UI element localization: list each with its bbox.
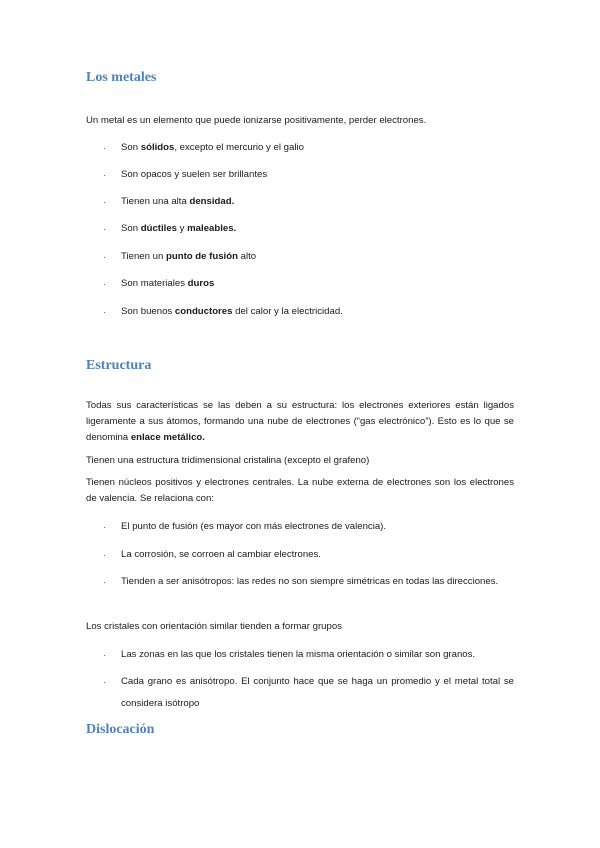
heading-dislocacion: Dislocación [86, 722, 155, 737]
list-item: · Son dúctiles y maleables. [103, 218, 514, 240]
bullet-marker: · [103, 677, 106, 687]
bullet-marker: · [103, 550, 106, 560]
bullet-marker: · [103, 224, 106, 234]
list-item: · Tienden a ser anisótropos: las redes no son siempre simétricas en todas las direcciones. [103, 571, 514, 593]
list-item: · Tienen una alta densidad. [103, 191, 514, 213]
estructura-paragraph-4: Los cristales con orientación similar tienden a formar grupos [86, 621, 342, 632]
list-item: · Cada grano es anisótropo. El conjunto hace que se haga un promedio y el metal total se considera isótropo [103, 671, 514, 715]
bullet-marker: · [103, 577, 106, 587]
heading-estructura: Estructura [86, 358, 152, 373]
bullet-marker: · [103, 522, 106, 532]
bullet-marker: · [103, 197, 106, 207]
bullet-marker: · [103, 279, 106, 289]
list-item: · La corrosión, se corroen al cambiar electrones. [103, 544, 514, 566]
metales-intro: Un metal es un elemento que puede ionizarse positivamente, perder electrones. [86, 115, 427, 126]
list-item: · Tienen un punto de fusión alto [103, 246, 514, 268]
bullet-marker: · [103, 143, 106, 153]
list-item: · Son sólidos, excepto el mercurio y el galio [103, 137, 514, 159]
list-item: · Son opacos y suelen ser brillantes [103, 164, 514, 186]
heading-los-metales: Los metales [86, 70, 157, 85]
list-item: · Son materiales duros [103, 273, 514, 295]
list-item: · Las zonas en las que los cristales tienen la misma orientación o similar son granos. [103, 644, 514, 666]
bullet-marker: · [103, 650, 106, 660]
bullet-marker: · [103, 170, 106, 180]
bullet-marker: · [103, 252, 106, 262]
list-item: · Son buenos conductores del calor y la electricidad. [103, 301, 514, 323]
list-item: · El punto de fusión (es mayor con más electrones de valencia). [103, 516, 514, 538]
estructura-paragraph-3: Tienen núcleos positivos y electrones centrales. La nube externa de electrones son los electrones de valencia. Se relaciona con: [86, 477, 514, 504]
bullet-marker: · [103, 307, 106, 317]
estructura-paragraph-1: Todas sus características se las deben a su estructura: los electrones exteriores están ligados ligeramente a sus átomos, formando una nube de electrones (“gas electrónico”). Esto es lo que se denomina enlace metálico. [86, 400, 514, 443]
estructura-paragraph-2: Tienen una estructura tridimensional cristalina (excepto el grafeno) [86, 455, 370, 466]
